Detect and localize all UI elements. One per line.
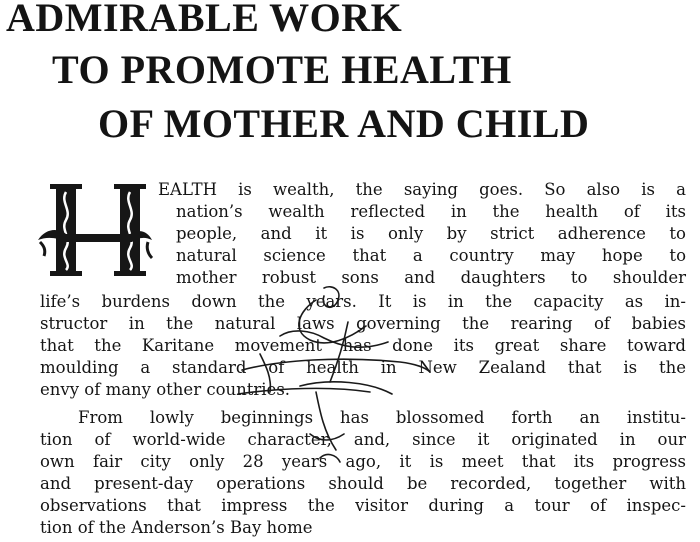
article-line: observations that impress the visitor during a tour of inspec-	[40, 496, 686, 515]
article-line: nation’s wealth reflected in the health of its	[176, 202, 686, 221]
article-line: that the Karitane movement has done its great share toward	[40, 336, 686, 355]
headline-line-1: ADMIRABLE WORK	[6, 0, 403, 40]
article-line: natural science that a country may hope to	[176, 246, 686, 265]
article-line: tion of the Anderson’s Bay home	[40, 518, 313, 537]
article-line: tion of world-wide character, and, since it originated in our	[40, 430, 686, 449]
headline-line-2: TO PROMOTE HEALTH	[52, 47, 512, 92]
headline-line-3: OF MOTHER AND CHILD	[98, 101, 590, 146]
article-line: and present-day operations should be recorded, together with	[40, 474, 686, 493]
article-line: moulding a standard of health in New Zealand that is the	[40, 358, 686, 377]
article-line: mother robust sons and daughters to shoulder	[176, 268, 686, 287]
article-line: people, and it is only by strict adherence to	[176, 224, 686, 243]
article-line: own fair city only 28 years ago, it is meet that its progress	[40, 452, 686, 471]
article-line: From lowly beginnings has blossomed forth an institu-	[78, 408, 686, 427]
article-line: EALTH is wealth, the saying goes. So also is a	[158, 180, 686, 199]
article-line: life’s burdens down the years. It is in the capacity as in-	[40, 292, 686, 311]
article-line: envy of many other countries.	[40, 380, 291, 399]
drop-cap-ornament	[36, 184, 154, 276]
article-line: structor in the natural laws governing the rearing of babies	[40, 314, 686, 333]
